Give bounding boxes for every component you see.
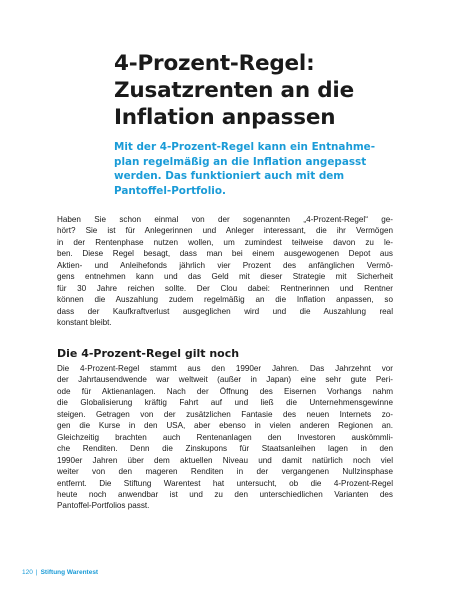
text-line: Haben Sie schon einmal von der sogenannten „4-Prozent-Regel“ ge-	[57, 215, 393, 224]
text-line: entfernt. Die Stiftung Warentest hat untersucht, ob die 4-Prozent-Regel	[57, 478, 393, 488]
text-line: konstant bleibt.	[57, 318, 112, 328]
title-line: Inflation anpassen	[114, 105, 336, 130]
title-line: Zusatzrenten an die	[114, 78, 354, 103]
text-line: Die 4-Prozent-Regel stammt aus den 1990er Jahren. Das Jahrzehnt vor	[57, 364, 393, 373]
lead-line: Mit der 4-Prozent-Regel kann ein Entnahme-	[114, 141, 376, 153]
text-line: dass der Kaufkraftverlust ausgeglichen wird und die Auszahlung real	[57, 306, 393, 316]
footer-brand: Stiftung Warentest	[40, 569, 99, 576]
text-line: Gleichzeitig brachten auch Rentenanlagen den Investoren auskömmli-	[57, 432, 393, 442]
title-line: 4-Prozent-Regel:	[114, 51, 315, 76]
section-heading: Die 4-Prozent-Regel gilt noch	[57, 347, 240, 360]
text-line: heute noch anwendbar ist und zu den unterschiedlichen Varianten des	[57, 489, 393, 499]
lead-paragraph	[114, 140, 404, 198]
lead-line: werden. Das funktioniert auch mit dem	[114, 170, 345, 183]
page-footer	[22, 568, 98, 577]
text-line: die Globalisierung kräftig Fahrt auf und ließ die Unternehmensgewinne	[57, 398, 393, 408]
text-line: Pantoffel-Portfolios passt.	[57, 501, 150, 511]
text-line: hört? Sie ist für Anlegerinnen und Anleger interessant, die ihr Vermögen	[57, 226, 393, 236]
text-line: steigen. Getragen von der zusätzlichen Fantasie des neuen Internets zo-	[57, 409, 393, 419]
text-line: ode für Aktienanlagen. Nach der Öffnung des Eisernen Vorhangs nahm	[57, 386, 393, 396]
footer-separator: |	[35, 569, 38, 576]
text-line: gen die Kurse in den USA, aber ebenso in vielen anderen Regionen an.	[57, 421, 393, 431]
body-paragraph-1	[57, 214, 393, 329]
text-line: Aktien- und Anleihefonds jährlich vier Prozent des anfänglichen Vermö-	[57, 260, 393, 270]
text-line: ben. Diese Regel besagt, dass man bei einem ausgewogenen Depot aus	[57, 249, 393, 259]
text-line: in der Rentenphase nutzen wollen, um zumindest teilweise davon zu le-	[57, 237, 393, 247]
text-line: für 30 Jahre reichen sollte. Der Clou dabei: Rentnerinnen und Rentner	[57, 283, 393, 293]
text-line: weiter von den mageren Renditen in der vergangenen Nullzinsphase	[57, 467, 393, 477]
lead-line: Pantoffel-Portfolio.	[114, 184, 226, 197]
text-line: gens entnehmen kann und das Geld mit dieser Strategie mit Sicherheit	[57, 272, 393, 282]
page-number: 120	[22, 569, 33, 576]
body-paragraph-2	[57, 363, 393, 512]
text-line: können die Auszahlung zudem regelmäßig an die Inflation anpassen, so	[57, 295, 393, 305]
page-title	[114, 50, 414, 131]
text-line: 1990er Jahren über dem aktuellen Niveau und damit natürlich noch viel	[57, 455, 393, 465]
lead-line: plan regelmäßig an die Inflation angepasst	[114, 155, 367, 168]
text-line: der Jahrtausendwende war weltweit (außer in Japan) eine sehr gute Peri-	[57, 375, 393, 385]
text-line: che Renditen. Denn die Zinskupons für Staatsanleihen lagen in den	[57, 444, 393, 454]
